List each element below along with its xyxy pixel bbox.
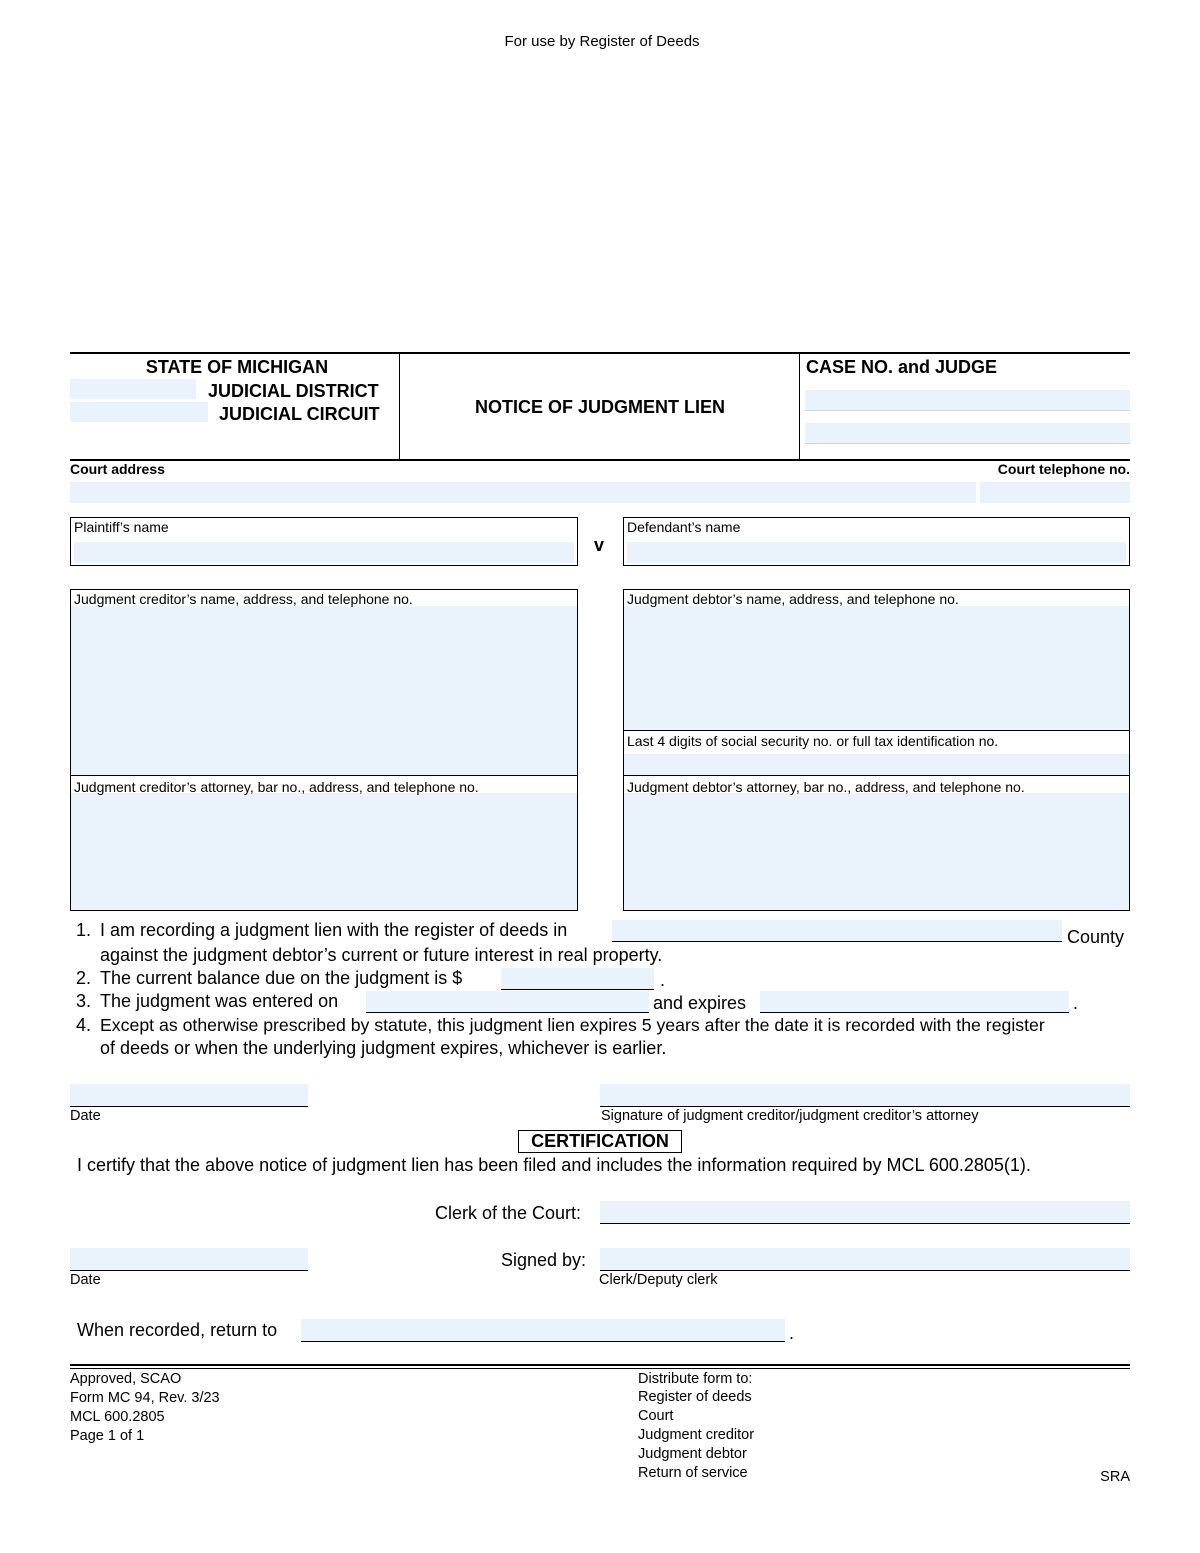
item-3-text: The judgment was entered on: [100, 991, 339, 1011]
case-label: CASE NO. and JUDGE: [806, 357, 998, 377]
footer-form-number: Form MC 94, Rev. 3/23: [70, 1390, 220, 1406]
item-4-continued: of deeds or when the underlying judgment expires, whichever is earlier.: [100, 1038, 667, 1058]
creditor-signature-field[interactable]: [600, 1084, 1130, 1107]
signature-date-label: Date: [70, 1108, 101, 1124]
district-label: JUDICIAL DISTRICT: [208, 381, 379, 401]
clerk-of-court-label: Clerk of the Court:: [435, 1203, 582, 1223]
item-3-period: .: [1073, 993, 1079, 1013]
return-to-period: .: [789, 1323, 795, 1343]
distribute-item: Court: [638, 1408, 674, 1424]
county-field[interactable]: [612, 920, 1062, 942]
clerk-of-court-field[interactable]: [600, 1201, 1130, 1224]
debtor-info-field[interactable]: [624, 606, 1129, 730]
plaintiff-label: Plaintiff’s name: [74, 519, 169, 535]
return-to-field[interactable]: [301, 1319, 785, 1342]
creditor-signature-label: Signature of judgment creditor/judgment creditor’s attorney: [601, 1108, 979, 1124]
return-to-label: When recorded, return to: [77, 1320, 278, 1340]
item-2-text: The current balance due on the judgment is $: [100, 968, 463, 988]
district-number-field[interactable]: [70, 379, 196, 399]
judgment-expires-date-field[interactable]: [760, 991, 1069, 1013]
debtor-attorney-label: Judgment debtor’s attorney, bar no., address, and telephone no.: [627, 779, 1025, 795]
debtor-attorney-field[interactable]: [624, 793, 1129, 910]
certification-heading: CERTIFICATION: [518, 1130, 682, 1153]
state-title: STATE OF MICHIGAN: [145, 357, 329, 377]
judgment-entered-date-field[interactable]: [366, 991, 649, 1013]
debtor-ssn-label: Last 4 digits of social security no. or full tax identification no.: [627, 733, 999, 749]
debtor-ssn-field[interactable]: [624, 754, 1129, 775]
creditor-info-field[interactable]: [71, 606, 577, 775]
item-2-period: .: [660, 970, 666, 990]
item-4-text: Except as otherwise prescribed by statute, this judgment lien expires 5 years after the date it is recorded with the register: [100, 1015, 1045, 1035]
creditor-info-label: Judgment creditor’s name, address, and telephone no.: [74, 591, 413, 607]
court-phone-label: Court telephone no.: [997, 461, 1130, 477]
register-of-deeds-note: For use by Register of Deeds: [504, 33, 700, 50]
county-label: County: [1067, 927, 1125, 947]
judge-field[interactable]: [805, 423, 1130, 444]
case-number-field[interactable]: [805, 390, 1130, 411]
debtor-info-label: Judgment debtor’s name, address, and telephone no.: [627, 591, 959, 607]
footer-page: Page 1 of 1: [70, 1428, 145, 1444]
signed-by-label: Signed by:: [501, 1250, 587, 1270]
circuit-label: JUDICIAL CIRCUIT: [219, 404, 380, 424]
distribute-item: Judgment creditor: [638, 1427, 755, 1443]
distribute-item: Judgment debtor: [638, 1446, 747, 1462]
versus-label: v: [594, 535, 605, 555]
plaintiff-name-field[interactable]: [74, 542, 574, 563]
item-3-expires-label: and expires: [653, 993, 747, 1013]
creditor-attorney-field[interactable]: [71, 793, 577, 910]
distribute-heading: Distribute form to:: [638, 1371, 753, 1387]
header-bottom-rule: [70, 459, 1130, 461]
defendant-name-field[interactable]: [627, 542, 1126, 563]
balance-field[interactable]: [501, 968, 654, 990]
item-4-number: 4.: [76, 1015, 92, 1035]
signed-by-field[interactable]: [600, 1248, 1130, 1271]
footer-rule-top: [70, 1364, 1130, 1366]
item-2-number: 2.: [76, 968, 92, 988]
certification-date-label: Date: [70, 1272, 101, 1288]
header-top-rule: [70, 352, 1130, 354]
deputy-clerk-label: Clerk/Deputy clerk: [599, 1272, 718, 1288]
creditor-attorney-label: Judgment creditor’s attorney, bar no., address, and telephone no.: [74, 779, 479, 795]
distribute-item: Return of service: [638, 1465, 748, 1481]
footer-rule-bottom: [70, 1368, 1130, 1369]
circuit-number-field[interactable]: [70, 402, 208, 422]
item-1-continued: against the judgment debtor’s current or future interest in real property.: [100, 945, 663, 965]
item-1-text: I am recording a judgment lien with the register of deeds in: [100, 920, 568, 940]
footer-approved: Approved, SCAO: [70, 1371, 182, 1387]
certification-date-field[interactable]: [70, 1248, 308, 1271]
footer-code: SRA: [1100, 1469, 1130, 1485]
distribute-item: Register of deeds: [638, 1389, 752, 1405]
court-address-label: Court address: [70, 461, 165, 477]
footer-mcl: MCL 600.2805: [70, 1409, 165, 1425]
defendant-label: Defendant’s name: [627, 519, 741, 535]
court-phone-field[interactable]: [980, 482, 1130, 503]
court-address-field[interactable]: [70, 482, 976, 503]
item-1-number: 1.: [76, 920, 92, 940]
form-title: NOTICE OF JUDGMENT LIEN: [474, 397, 725, 417]
item-3-number: 3.: [76, 991, 92, 1011]
certification-text: I certify that the above notice of judgment lien has been filed and includes the information required by MCL 600.2805(1).: [77, 1155, 1031, 1175]
signature-date-field[interactable]: [70, 1084, 308, 1107]
